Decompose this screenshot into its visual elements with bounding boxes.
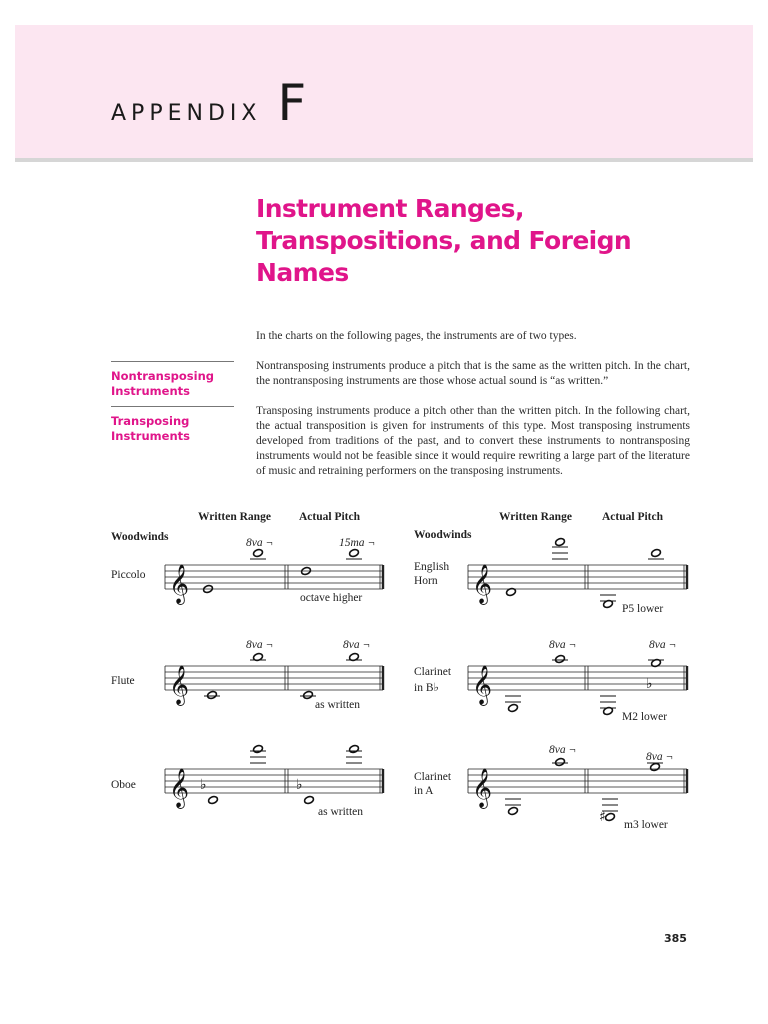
instrument-name-flute: Flute <box>111 675 135 687</box>
right-col-written-range: Written Range <box>499 511 572 523</box>
note-english-horn: P5 lower <box>622 603 664 615</box>
staff-piccolo <box>165 564 383 605</box>
paragraph-intro: In the charts on the following pages, the instruments are of two types. <box>256 330 577 342</box>
note-piccolo: octave higher <box>300 592 363 604</box>
whole-note-icon <box>303 690 314 699</box>
staff-clarinet-a <box>468 768 687 809</box>
instrument-name-piccolo: Piccolo <box>111 569 146 581</box>
sidebar-heading-nontransposing: Nontransposing Instruments <box>111 369 215 398</box>
whole-note-icon <box>349 548 360 557</box>
whole-note-icon <box>605 812 616 821</box>
treble-clef-icon: 𝄞 <box>169 665 190 705</box>
ottava-clarinet-bb-written: 8va ¬ <box>549 639 577 651</box>
instrument-name-english-horn-2: Horn <box>414 575 438 587</box>
staff-oboe <box>165 768 383 809</box>
note-flute: as written <box>315 699 361 711</box>
note-oboe: as written <box>318 806 364 818</box>
treble-clef-icon: 𝄞 <box>169 768 190 808</box>
treble-clef-icon: 𝄞 <box>472 768 493 808</box>
treble-clef-icon: 𝄞 <box>472 564 493 604</box>
whole-note-icon <box>208 795 219 804</box>
whole-note-icon <box>253 548 264 557</box>
page-title: Instrument Ranges, Transpositions, and Foreign Names <box>256 194 632 287</box>
left-section-woodwinds: Woodwinds <box>111 531 169 543</box>
ottava-piccolo-written: 8va ¬ <box>246 537 274 549</box>
paragraph-transposing: Transposing instruments produce a pitch other than the written pitch. In the following chart, the actual transposition is given for instruments of this type. Most transposing instruments developed from traditions of the past, and to convert these instruments to nontransposing instruments would not be feasible since it would require rewriting a large part of the literature of music and retraining performers on the transposing instruments. <box>256 405 690 477</box>
flat-oboe-written: ♭ <box>200 777 207 793</box>
staff-clarinet-bb <box>468 665 687 706</box>
appendix-letter: F <box>277 74 307 132</box>
whole-note-icon <box>651 548 662 557</box>
instrument-name-clarinet-bb-2: in B♭ <box>414 682 439 694</box>
left-col-written-range: Written Range <box>198 511 271 523</box>
instrument-name-english-horn-1: English <box>414 561 450 573</box>
flat-clarinet-bb-actual: ♭ <box>646 676 653 692</box>
instrument-name-clarinet-a-2: in A <box>414 785 434 797</box>
ottava-clarinet-a-actual: 8va ¬ <box>646 751 674 763</box>
note-clarinet-a: m3 lower <box>624 819 668 831</box>
instrument-name-oboe: Oboe <box>111 779 136 791</box>
staff-english-horn <box>468 564 687 605</box>
whole-note-icon <box>555 757 566 766</box>
whole-note-icon <box>207 690 218 699</box>
flat-oboe-actual: ♭ <box>296 777 303 793</box>
ottava-flute-actual: 8va ¬ <box>343 639 371 651</box>
whole-note-icon <box>650 762 661 771</box>
sidebar-heading-transposing: Transposing Instruments <box>111 414 190 443</box>
sharp-clarinet-a-actual: ♯ <box>599 809 606 825</box>
right-col-actual-pitch: Actual Pitch <box>602 511 664 523</box>
staff-flute <box>165 665 383 706</box>
whole-note-icon <box>555 537 566 546</box>
right-section-woodwinds: Woodwinds <box>414 529 472 541</box>
note-clarinet-bb: M2 lower <box>622 711 668 723</box>
instrument-name-clarinet-bb-1: Clarinet <box>414 666 452 678</box>
instrument-name-clarinet-a-1: Clarinet <box>414 771 452 783</box>
treble-clef-icon: 𝄞 <box>472 665 493 705</box>
whole-note-icon <box>508 806 519 815</box>
page-number: 385 <box>664 932 687 945</box>
left-col-actual-pitch: Actual Pitch <box>299 511 361 523</box>
whole-note-icon <box>555 654 566 663</box>
whole-note-icon <box>253 744 264 753</box>
ottava-clarinet-a-written: 8va ¬ <box>549 744 577 756</box>
appendix-word: APPENDIX <box>111 101 262 126</box>
treble-clef-icon: 𝄞 <box>169 564 190 604</box>
ottava-piccolo-actual: 15ma ¬ <box>339 537 376 549</box>
paragraph-nontransposing: Nontransposing instruments produce a pitch that is the same as the written pitch. In the chart, the nontransposing instruments are those whose actual sound is “as written.” <box>256 360 690 387</box>
whole-note-icon <box>304 795 315 804</box>
ottava-clarinet-bb-actual: 8va ¬ <box>649 639 677 651</box>
whole-note-icon <box>508 703 519 712</box>
whole-note-icon <box>349 744 360 753</box>
ottava-flute-written: 8va ¬ <box>246 639 274 651</box>
